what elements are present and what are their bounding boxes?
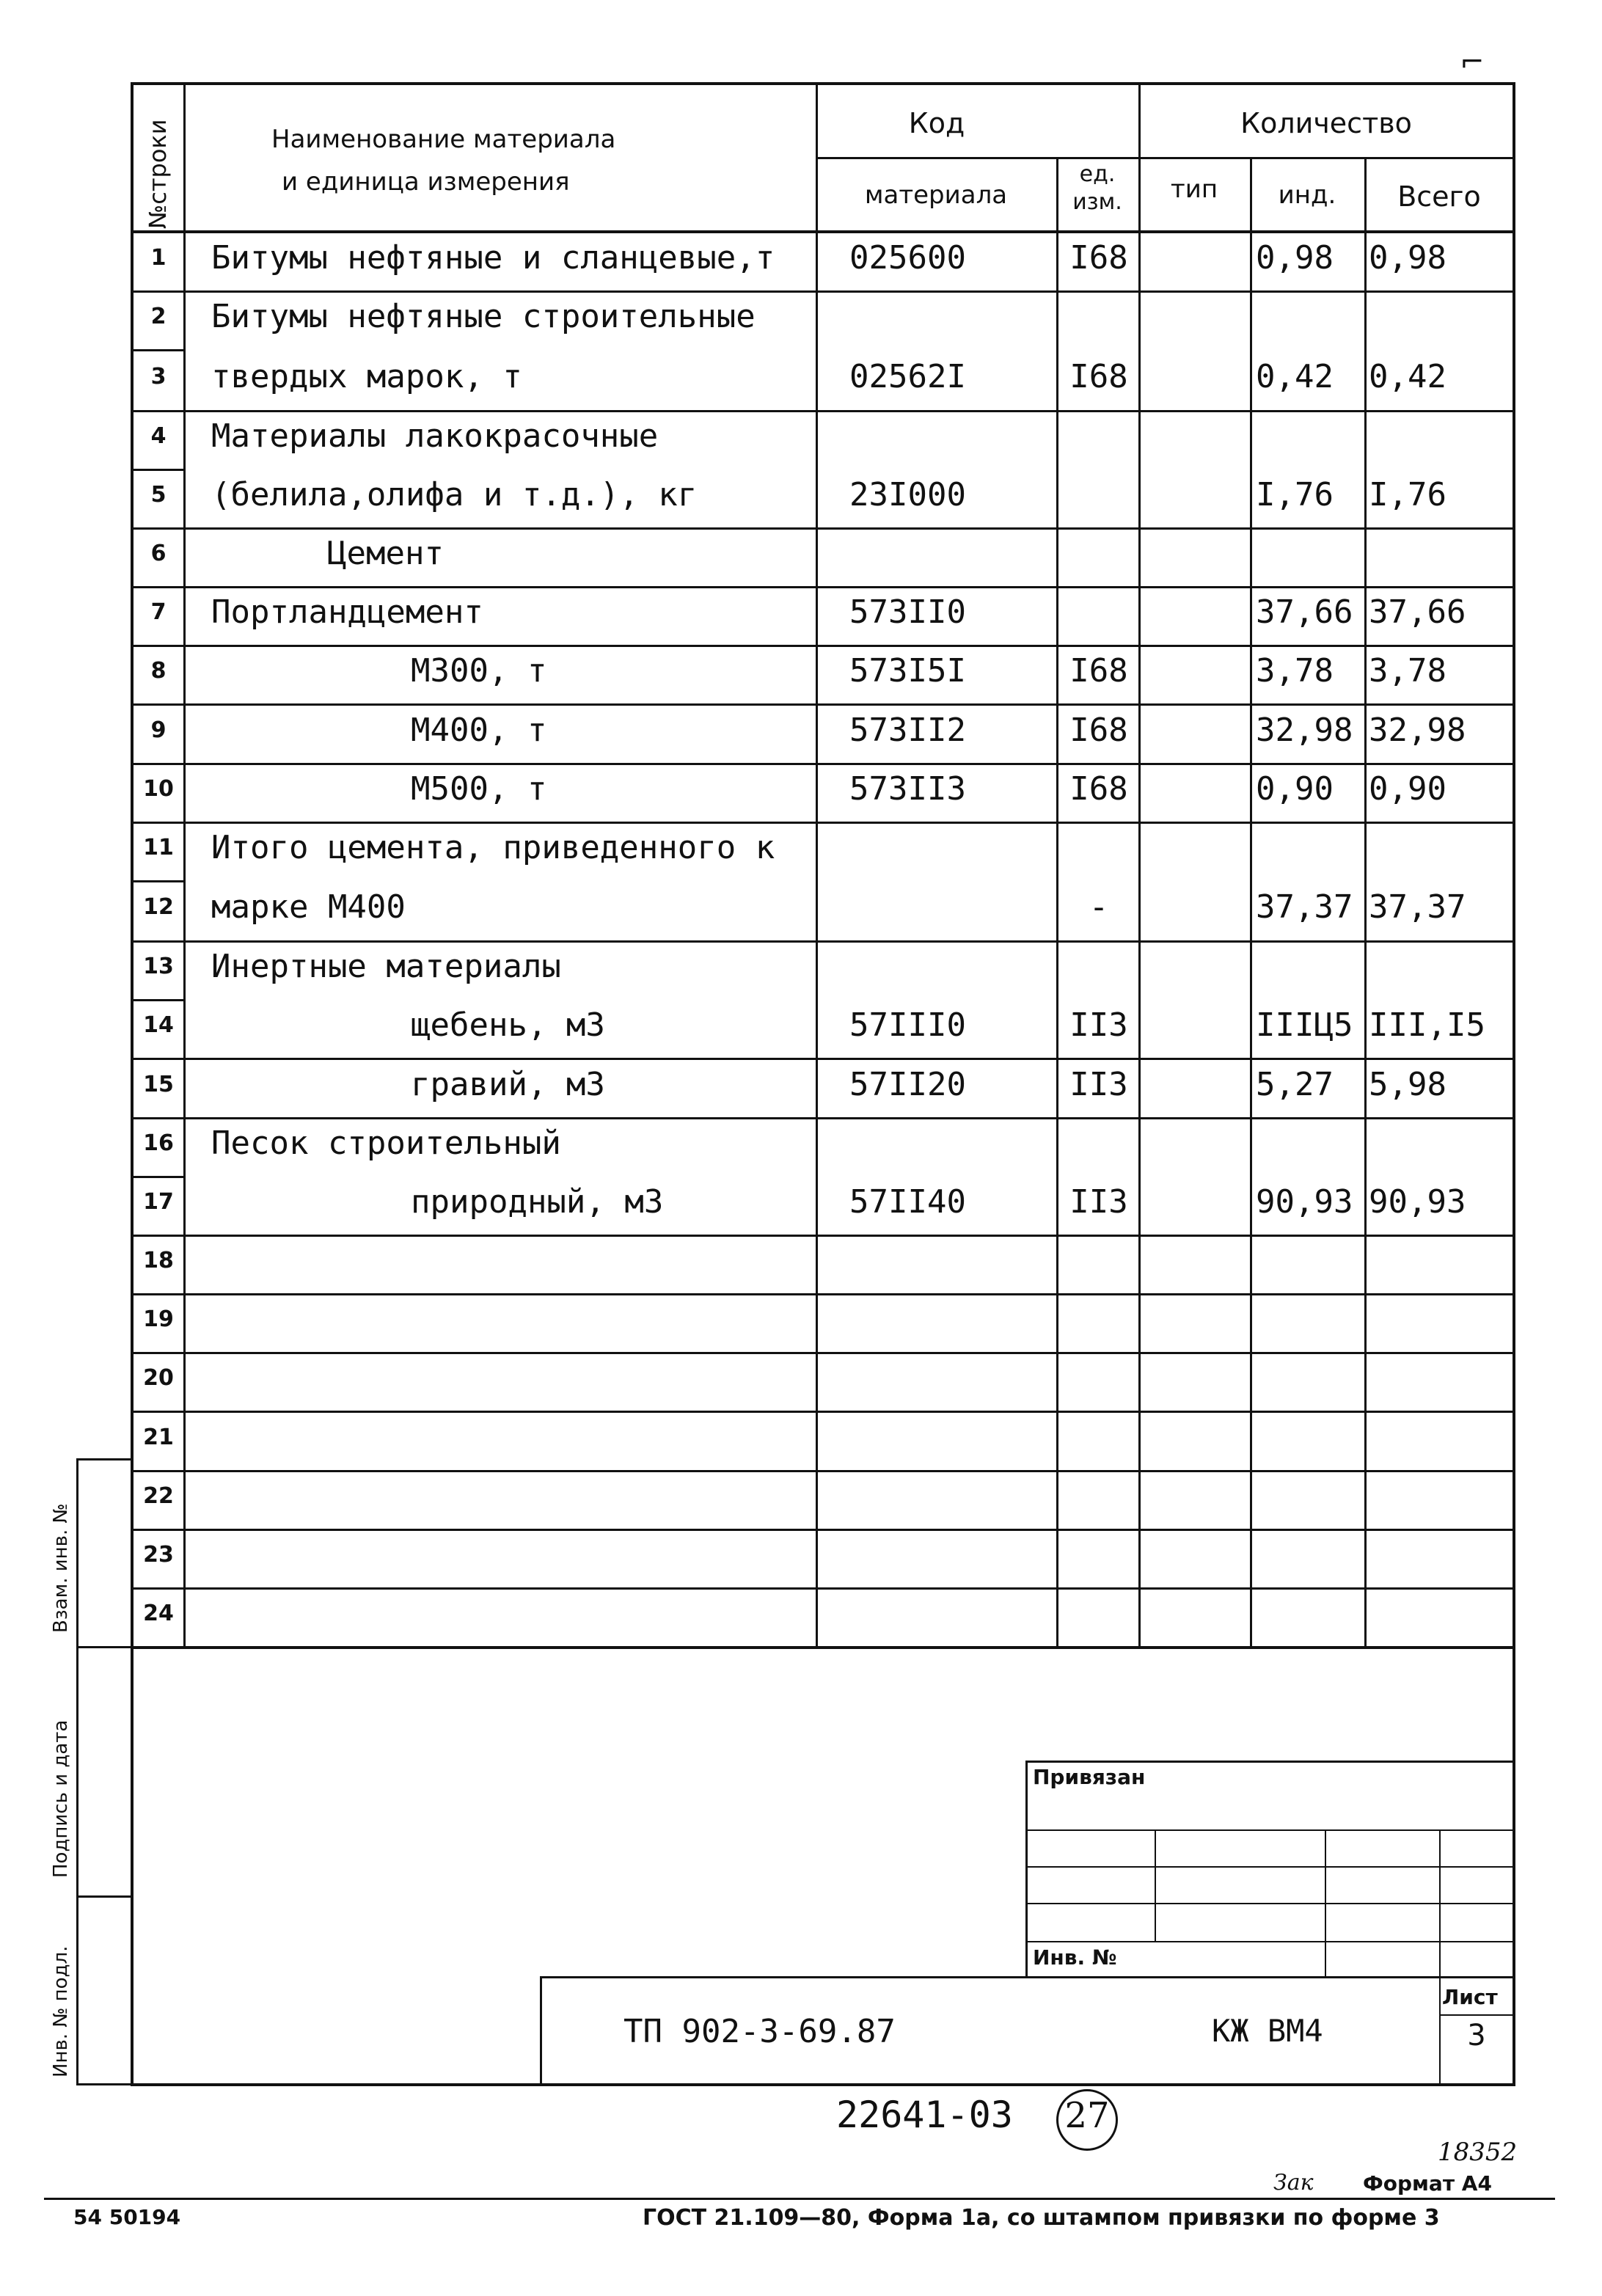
material-code: 57II40	[849, 1183, 966, 1221]
row-number: 3	[150, 363, 167, 390]
material-name: Материалы лакокрасочные	[211, 417, 659, 455]
material-name: Итого цемента, приведенного к	[211, 829, 775, 866]
row-number: 22	[143, 1483, 174, 1509]
linked-label: Привязан	[1033, 1765, 1146, 1789]
row-number: 24	[143, 1601, 174, 1626]
gost-reference: ГОСТ 21.109—80, Форма 1а, со штампом привязки по форме 3	[643, 2205, 1440, 2231]
material-name: Цемент	[327, 535, 444, 572]
row-number: 17	[143, 1189, 174, 1215]
row-number: 10	[143, 776, 174, 802]
row-divider	[131, 290, 1514, 293]
sheet-label: Лист	[1442, 1985, 1498, 2009]
row-divider	[131, 1058, 1514, 1060]
material-code: 02562I	[849, 357, 966, 395]
unit-code: II3	[1069, 1183, 1128, 1221]
row-number: 5	[150, 482, 167, 508]
quantity-total: 32,98	[1369, 711, 1466, 749]
quantity-individual: IIIЦ5	[1256, 1006, 1353, 1044]
quantity-individual: 37,37	[1256, 888, 1353, 926]
material-name: Портландцемент	[211, 593, 483, 631]
quantity-individual: 0,42	[1256, 357, 1334, 395]
row-divider	[131, 1587, 1514, 1590]
sheet-number: 3	[1467, 2019, 1486, 2052]
quantity-total: 0,98	[1369, 239, 1446, 277]
quantity-total: 90,93	[1369, 1183, 1466, 1221]
type-header: тип	[1170, 175, 1218, 204]
row-divider	[131, 763, 1514, 765]
material-name: (белила,олифа и т.д.), кг	[211, 476, 698, 513]
unit-code: I68	[1069, 711, 1128, 749]
row-number: 16	[143, 1130, 174, 1156]
row-divider	[131, 1235, 1514, 1237]
quantity-total: 3,78	[1369, 652, 1446, 690]
row-number: 15	[143, 1071, 174, 1097]
material-name: Битумы нефтяные строительные	[211, 298, 756, 335]
material-name: М400, т	[411, 711, 547, 749]
quantity-individual: 90,93	[1256, 1183, 1353, 1221]
row-number: 4	[150, 423, 167, 449]
material-code: 573I5I	[849, 652, 966, 690]
format-label: Формат А4	[1363, 2171, 1492, 2196]
quantity-total: 37,37	[1369, 888, 1466, 926]
row-number: 19	[143, 1306, 174, 1332]
material-code: 573II0	[849, 593, 966, 631]
row-divider	[131, 1529, 1514, 1531]
quantity-total: I,76	[1369, 476, 1446, 513]
row-divider	[131, 1117, 1514, 1119]
row-number: 21	[143, 1424, 174, 1450]
row-number-header: №строки	[144, 119, 172, 229]
material-code: 57II20	[849, 1065, 966, 1103]
row-number: 20	[143, 1365, 174, 1391]
row-number: 1	[150, 245, 167, 271]
original-inventory-label: Инв. № подл.	[50, 1945, 72, 2077]
unit-code: I68	[1069, 239, 1128, 277]
unit-code: II3	[1069, 1006, 1128, 1044]
ind-header: инд.	[1278, 180, 1336, 210]
inventory-code: 54 50194	[73, 2205, 181, 2229]
circled-number-text: 27	[1064, 2095, 1110, 2136]
material-name: Песок строительный	[211, 1125, 561, 1162]
quantity-total: 0,42	[1369, 357, 1446, 395]
row-divider	[131, 1470, 1514, 1472]
row-number: 8	[150, 658, 167, 684]
material-code: 57III0	[849, 1006, 966, 1044]
replaced-inventory-label: Взам. инв. №	[50, 1503, 72, 1633]
quantity-individual: 37,66	[1256, 593, 1353, 631]
material-name: М500, т	[411, 770, 547, 808]
material-name: Битумы нефтяные и сланцевые,т	[211, 239, 775, 277]
unit-code: -	[1089, 888, 1109, 926]
quantity-total: 37,66	[1369, 593, 1466, 631]
unit-code: II3	[1069, 1065, 1128, 1103]
row-divider	[131, 703, 1514, 706]
row-divider	[131, 880, 185, 882]
row-number: 23	[143, 1542, 174, 1568]
total-header: Всего	[1397, 180, 1481, 213]
row-divider	[131, 410, 1514, 412]
row-divider	[131, 527, 1514, 530]
row-number: 14	[143, 1012, 174, 1038]
quantity-total: 5,98	[1369, 1065, 1446, 1103]
quantity-total: III,I5	[1369, 1006, 1485, 1044]
row-divider	[131, 1176, 185, 1178]
unit-code: I68	[1069, 770, 1128, 808]
name-header-line1: Наименование материала	[271, 125, 616, 154]
quantity-total: 0,90	[1369, 770, 1446, 808]
row-divider	[131, 1411, 1514, 1413]
handwritten-note: 18352	[1438, 2138, 1518, 2167]
material-name: марке М400	[211, 888, 406, 926]
quantity-individual: 0,90	[1256, 770, 1334, 808]
handwritten-number: 22641-03	[836, 2094, 1013, 2136]
material-code: 573II3	[849, 770, 966, 808]
signature-date-label: Подпись и дата	[50, 1719, 72, 1878]
material-code-header: материала	[864, 180, 1008, 210]
quantity-individual: 0,98	[1256, 239, 1334, 277]
quantity-header: Количество	[1240, 107, 1412, 139]
row-number: 12	[143, 894, 174, 920]
row-number: 7	[150, 599, 167, 625]
row-divider	[131, 1293, 1514, 1295]
material-name: щебень, м3	[411, 1006, 605, 1044]
code-header: Код	[908, 107, 965, 139]
document-mark: КЖ ВМ4	[1212, 2013, 1323, 2049]
document-code: ТП 902-3-69.87	[623, 2013, 896, 2050]
row-divider	[131, 999, 185, 1001]
handwritten-signature-note: Зак	[1273, 2170, 1314, 2196]
unit-header-line1: ед.	[1079, 161, 1116, 187]
material-name: Инертные материалы	[211, 948, 561, 985]
row-divider	[131, 645, 1514, 647]
material-name: твердых марок, т	[211, 357, 522, 395]
row-divider	[131, 586, 1514, 588]
material-code: 025600	[849, 239, 966, 277]
unit-header-line2: изм.	[1072, 189, 1122, 215]
corner-mark: ⌐	[1460, 45, 1485, 79]
row-number: 18	[143, 1248, 174, 1273]
quantity-individual: I,76	[1256, 476, 1334, 513]
row-divider	[131, 1352, 1514, 1354]
material-name: М300, т	[411, 652, 547, 690]
quantity-individual: 32,98	[1256, 711, 1353, 749]
row-divider	[131, 469, 185, 471]
row-divider	[131, 822, 1514, 824]
row-number: 13	[143, 954, 174, 979]
row-number: 9	[150, 717, 167, 743]
quantity-individual: 3,78	[1256, 652, 1334, 690]
row-number: 6	[150, 541, 167, 566]
material-name: природный, м3	[411, 1183, 664, 1221]
unit-code: I68	[1069, 652, 1128, 690]
material-code: 23I000	[849, 476, 966, 513]
row-divider	[131, 940, 1514, 943]
unit-code: I68	[1069, 357, 1128, 395]
row-number: 2	[150, 304, 167, 329]
row-divider	[131, 349, 185, 351]
quantity-individual: 5,27	[1256, 1065, 1334, 1103]
inventory-number-label: Инв. №	[1033, 1945, 1117, 1970]
material-code: 573II2	[849, 711, 966, 749]
name-header-line2: и единица измерения	[282, 167, 570, 197]
row-number: 11	[143, 835, 174, 860]
material-name: гравий, м3	[411, 1065, 605, 1103]
